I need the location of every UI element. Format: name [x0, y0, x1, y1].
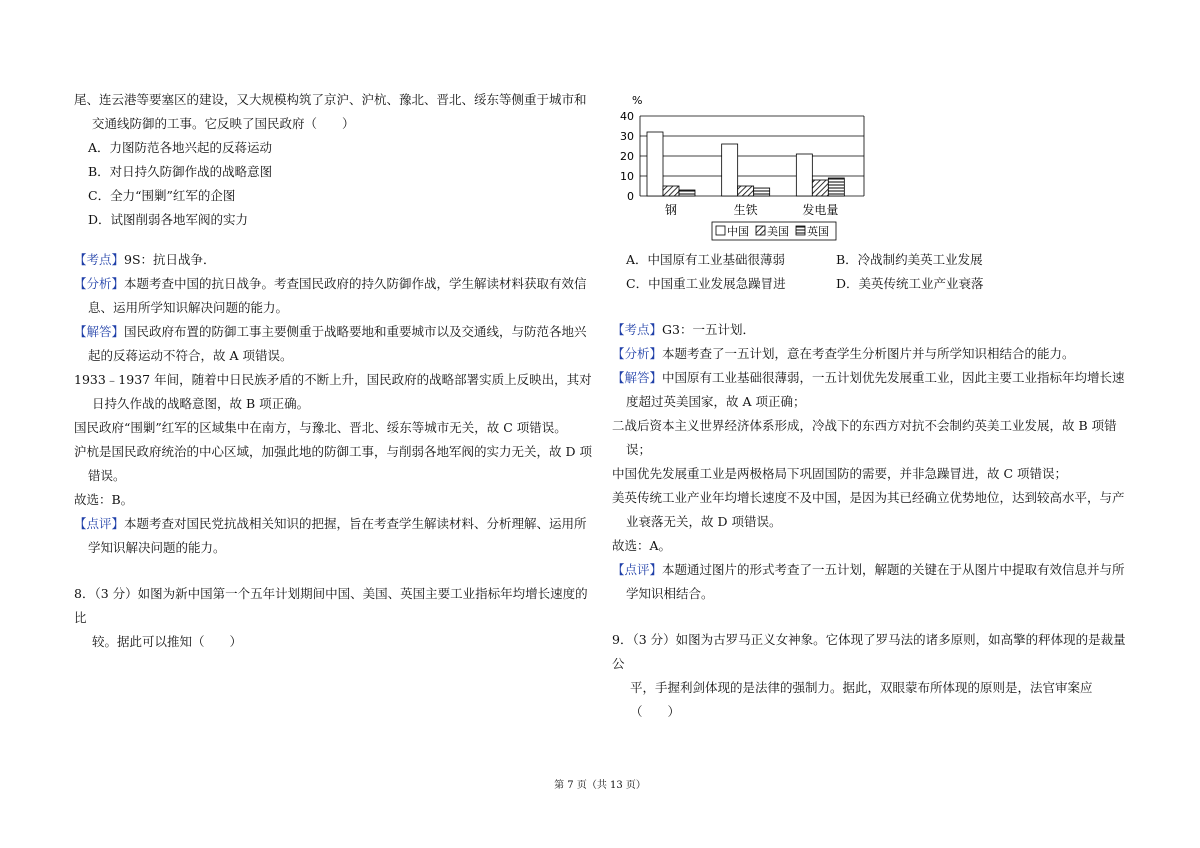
page-footer: 第 7 页（共 13 页）	[554, 780, 646, 791]
q7-stem-line1: 尾、连云港等要塞区的建设，又大规模构筑了京沪、沪杭、豫北、晋北、绥东等侧重于城市和	[74, 92, 587, 107]
bar-中国-钢	[647, 132, 663, 196]
q8-option-d: D．美英传统工业产业衰落	[836, 276, 984, 291]
q8-kaodian: 【考点】G3：一五计划．	[612, 322, 755, 337]
jieda-tag: 【解答】	[612, 370, 663, 385]
left-column	[74, 88, 594, 654]
q7-option-c: C．全力“围剿”红军的企图	[88, 188, 236, 203]
dianping-tag: 【点评】	[612, 562, 663, 577]
y-tick-label: 40	[620, 110, 634, 123]
dianping-tag: 【点评】	[74, 516, 125, 531]
x-tick-label: 生铁	[733, 203, 758, 217]
q7-jieda: 【解答】国民政府布置的防御工事主要侧重于战略要地和重要城市以及交通线，与防范各地兴起的反蒋运动不符合，故 A 项错误。	[74, 324, 587, 363]
y-axis-label: %	[632, 94, 643, 107]
growth-bar-chart	[612, 88, 872, 248]
jieda-tag: 【解答】	[74, 324, 125, 339]
q8-options-row2	[612, 272, 1132, 296]
y-tick-label: 20	[620, 150, 634, 163]
bar-中国-生铁	[722, 144, 738, 196]
q7-fenxi: 【分析】本题考查中国的抗日战争。考查国民政府的持久防御作战，学生解读材料获取有效信息、运用所学知识解决问题的能力。	[74, 276, 587, 315]
q9-stem-line1: 9．（3 分）如图为古罗马正义女神象。它体现了罗马法的诸多原则，如高擎的秤体现的是裁量公	[612, 632, 1126, 671]
fenxi-tag: 【分析】	[74, 276, 125, 291]
kaodian-tag: 【考点】	[612, 322, 663, 337]
q8-option-b: B．冷战制约美英工业发展	[836, 252, 983, 267]
chart-svg	[612, 88, 872, 248]
q8-jieda: 【解答】中国原有工业基础很薄弱，一五计划优先发展重工业，因此主要工业指标年均增长速度超过英美国家，故 A 项正确；	[612, 370, 1125, 409]
bar-美国-发电量	[812, 180, 828, 196]
legend-swatch	[716, 226, 725, 235]
q7-dianping: 【点评】本题考查对国民党抗战相关知识的把握，旨在考查学生解读材料、分析理解、运用所学知识解决问题的能力。	[74, 516, 587, 555]
bar-中国-发电量	[796, 154, 812, 196]
q7-option-b: B．对日持久防御作战的战略意图	[88, 164, 273, 179]
q9-stem-line2: 平，手握利剑体现的是法律的强制力。据此，双眼蒙布所体现的原则是，法官审案应（ ）	[630, 680, 1093, 719]
legend-swatch	[796, 226, 805, 235]
q8-dianping: 【点评】本题通过图片的形式考查了一五计划，解题的关键在于从图片中提取有效信息并与所学知识相结合。	[612, 562, 1125, 601]
q8-fenxi: 【分析】本题考查了一五计划，意在考查学生分析图片并与所学知识相结合的能力。	[612, 346, 1075, 361]
q8-explain-c: 中国优先发展重工业是两极格局下巩固国防的需要，并非急躁冒进，故 C 项错误；	[612, 466, 1068, 481]
q8-option-c: C．中国重工业发展急躁冒进	[626, 276, 786, 291]
legend-label: 中国	[727, 225, 749, 238]
q8-option-a: A．中国原有工业基础很薄弱	[626, 252, 786, 267]
bar-英国-发电量	[828, 178, 844, 196]
bar-美国-钢	[663, 186, 679, 196]
q7-answer: 故选：B。	[74, 492, 134, 507]
y-tick-label: 10	[620, 170, 634, 183]
q7-explain-d: 沪杭是国民政府统治的中心区域，加强此地的防御工事，与削弱各地军阀的实力无关，故 D 项错误。	[74, 444, 592, 483]
fenxi-tag: 【分析】	[612, 346, 663, 361]
q7-stem-line2: 交通线防御的工事。它反映了国民政府（ ）	[92, 116, 355, 131]
q7-kaodian: 【考点】9S：抗日战争．	[74, 252, 216, 267]
y-tick-label: 30	[620, 130, 634, 143]
q8-stem-line1: 8．（3 分）如图为新中国第一个五年计划期间中国、美国、英国主要工业指标年均增长速度的比	[74, 586, 588, 625]
q7-explain-b: 1933﹣1937 年间，随着中日民族矛盾的不断上升，国民政府的战略部署实质上反映出，其对日持久作战的战略意图，故 B 项正确。	[74, 372, 592, 411]
legend-label: 美国	[767, 225, 789, 238]
q7-explain-c: 国民政府“围剿”红军的区域集中在南方，与豫北、晋北、绥东等城市无关，故 C 项错误。	[74, 420, 567, 435]
q8-answer: 故选：A。	[612, 538, 672, 553]
legend-swatch	[756, 226, 765, 235]
q8-stem-line2: 较。据此可以推知（ ）	[92, 634, 243, 649]
q7-option-a: A．力图防范各地兴起的反蒋运动	[88, 140, 273, 155]
x-tick-label: 发电量	[802, 203, 839, 217]
q8-explain-d: 美英传统工业产业年均增长速度不及中国，是因为其已经确立优势地位，达到较高水平，与产业衰落无关，故 D 项错误。	[612, 490, 1125, 529]
bar-英国-生铁	[754, 188, 770, 196]
y-tick-label: 0	[627, 190, 634, 203]
q7-option-d: D．试图削弱各地军阀的实力	[88, 212, 249, 227]
bar-美国-生铁	[738, 186, 754, 196]
bar-英国-钢	[679, 190, 695, 196]
kaodian-tag: 【考点】	[74, 252, 125, 267]
legend-label: 英国	[807, 225, 829, 238]
q8-explain-b: 二战后资本主义世界经济体系形成，冷战下的东西方对抗不会制约英美工业发展，故 B 项错误；	[612, 418, 1117, 457]
q8-options-row1	[612, 248, 1132, 272]
x-tick-label: 钢	[664, 203, 678, 217]
right-column	[612, 88, 1132, 724]
